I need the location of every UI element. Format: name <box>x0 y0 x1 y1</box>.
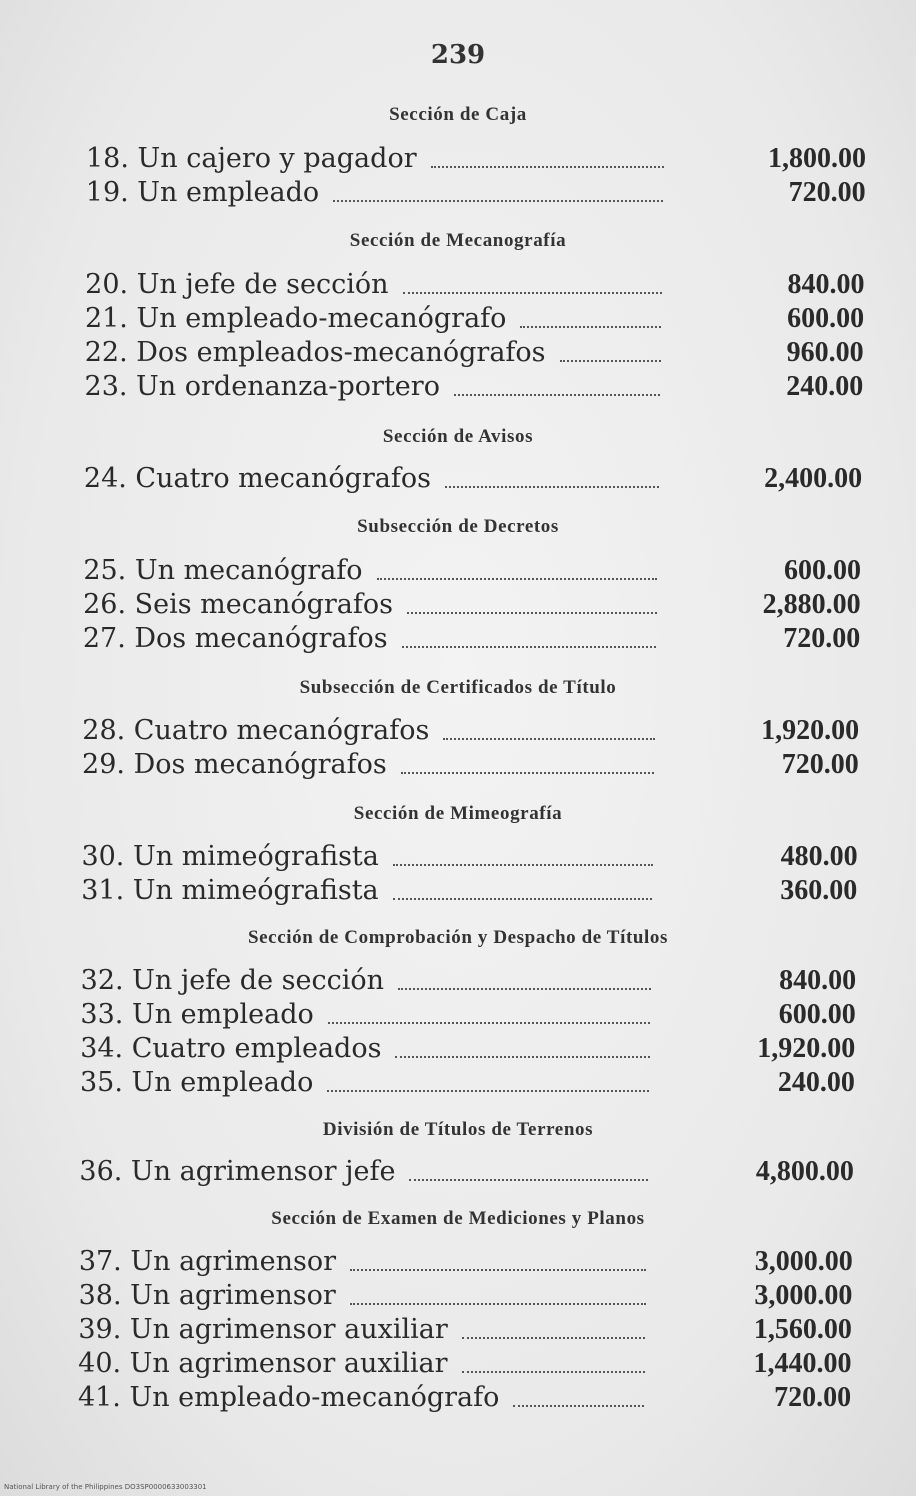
budget-line <box>85 268 864 302</box>
budget-line <box>85 302 864 336</box>
budget-line <box>79 1279 853 1313</box>
budget-line <box>81 964 856 998</box>
dot-leader <box>454 394 660 396</box>
line-description: 25. Un mecanógrafo <box>83 555 363 586</box>
line-description: 20. Un jefe de sección <box>85 269 389 300</box>
dot-leader <box>350 1303 646 1305</box>
dot-leader <box>393 864 653 866</box>
line-amount: 2,880.00 <box>762 589 861 620</box>
budget-line <box>80 1032 855 1066</box>
line-amount: 720.00 <box>774 1382 852 1413</box>
budget-line <box>80 998 855 1032</box>
line-amount: 360.00 <box>780 875 858 906</box>
budget-line <box>83 622 860 656</box>
line-description: 36. Un agrimensor jefe <box>79 1156 396 1187</box>
section-heading: Sección de Caja <box>389 104 527 125</box>
dot-leader <box>333 200 663 202</box>
section-heading: Sección de Comprobación y Despacho de Títulos <box>247 927 669 948</box>
budget-line <box>79 1245 853 1279</box>
line-amount: 960.00 <box>786 337 864 368</box>
line-amount: 1,800.00 <box>768 143 866 174</box>
line-description: 32. Un jefe de sección <box>80 965 385 996</box>
line-description: 28. Cuatro mecanógrafos <box>82 715 430 746</box>
line-amount: 600.00 <box>787 303 865 334</box>
dot-leader <box>327 1090 649 1092</box>
budget-line <box>81 840 857 874</box>
dot-leader <box>395 1056 649 1058</box>
dot-leader <box>409 1179 647 1181</box>
dot-leader <box>407 612 657 614</box>
budget-line <box>78 1347 851 1381</box>
line-description: 29. Dos mecanógrafos <box>82 749 387 780</box>
dot-leader <box>401 772 655 774</box>
line-description: 41. Un empleado-mecanógrafo <box>77 1382 500 1413</box>
line-amount: 4,800.00 <box>755 1156 854 1187</box>
line-amount: 600.00 <box>784 555 862 586</box>
line-description: 27. Dos mecanógrafos <box>82 623 388 654</box>
line-description: 24. Cuatro mecanógrafos <box>83 463 432 494</box>
line-description: 33. Un empleado <box>80 999 314 1030</box>
line-description: 39. Un agrimensor auxiliar <box>78 1314 448 1345</box>
dot-leader <box>462 1371 645 1373</box>
dot-leader <box>328 1022 650 1024</box>
line-description: 26. Seis mecanógrafos <box>83 589 394 620</box>
section-heading: Sección de Examen de Mediciones y Planos <box>271 1208 645 1229</box>
dot-leader <box>431 166 664 168</box>
line-amount: 1,920.00 <box>757 1033 856 1064</box>
dot-leader <box>443 738 654 740</box>
budget-line <box>86 176 866 210</box>
line-amount: 480.00 <box>780 841 858 872</box>
dot-leader <box>520 326 661 328</box>
line-description: 34. Cuatro empleados <box>80 1033 382 1064</box>
budget-line <box>83 554 861 588</box>
budget-line <box>78 1381 851 1415</box>
budget-line <box>86 142 866 176</box>
line-amount: 1,440.00 <box>753 1348 852 1379</box>
line-description: 19. Un empleado <box>85 177 320 208</box>
budget-line <box>82 748 859 782</box>
dot-leader <box>560 360 661 362</box>
page-number: 239 <box>430 40 486 70</box>
dot-leader <box>350 1269 646 1271</box>
section-heading: Subsección de Decretos <box>357 516 559 537</box>
dot-leader <box>462 1337 646 1339</box>
dot-leader <box>402 646 657 648</box>
line-amount: 600.00 <box>778 999 856 1030</box>
line-amount: 1,560.00 <box>753 1314 852 1345</box>
budget-line <box>78 1313 852 1347</box>
section-heading: Sección de Avisos <box>382 426 534 447</box>
dot-leader <box>393 898 653 900</box>
line-amount: 840.00 <box>787 269 865 300</box>
section-heading: Sección de Mimeografía <box>353 803 563 824</box>
line-amount: 3,000.00 <box>754 1280 853 1311</box>
budget-line <box>84 462 862 496</box>
line-amount: 240.00 <box>786 371 864 402</box>
dot-leader <box>513 1405 644 1407</box>
line-description: 23. Un ordenanza-portero <box>84 371 440 402</box>
dot-leader <box>377 578 658 580</box>
line-description: 31. Un mimeógrafista <box>81 875 379 906</box>
line-amount: 1,920.00 <box>761 715 860 746</box>
line-description: 37. Un agrimensor <box>78 1246 336 1277</box>
line-amount: 240.00 <box>777 1067 855 1098</box>
section-heading: Sección de Mecanografía <box>349 230 567 251</box>
line-description: 40. Un agrimensor auxiliar <box>78 1348 448 1379</box>
budget-line <box>83 588 861 622</box>
line-description: 21. Un empleado-mecanógrafo <box>84 303 507 334</box>
line-description: 22. Dos empleados-mecanógrafos <box>84 337 546 368</box>
budget-line <box>80 1066 855 1100</box>
line-amount: 840.00 <box>779 965 857 996</box>
budget-line <box>85 370 864 404</box>
line-description: 35. Un empleado <box>79 1067 314 1098</box>
line-amount: 720.00 <box>781 749 859 780</box>
line-description: 18. Un cajero y pagador <box>86 143 417 174</box>
section-heading: División de Títulos de Terrenos <box>322 1119 594 1140</box>
line-description: 30. Un mimeógrafista <box>81 841 379 872</box>
budget-line <box>81 874 857 908</box>
line-amount: 2,400.00 <box>764 463 863 494</box>
budget-line <box>85 336 864 370</box>
line-description: 38. Un agrimensor <box>78 1280 336 1311</box>
dot-leader <box>445 486 659 488</box>
line-amount: 720.00 <box>788 177 866 208</box>
line-amount: 720.00 <box>783 623 861 654</box>
dot-leader <box>398 988 651 990</box>
dot-leader <box>403 292 662 294</box>
budget-line <box>79 1155 853 1189</box>
budget-line <box>82 714 859 748</box>
section-heading: Subsección de Certificados de Título <box>299 677 617 698</box>
line-amount: 3,000.00 <box>754 1246 853 1277</box>
archive-footer: National Library of the Philippines DO3SP0000633003301 <box>4 1483 207 1491</box>
